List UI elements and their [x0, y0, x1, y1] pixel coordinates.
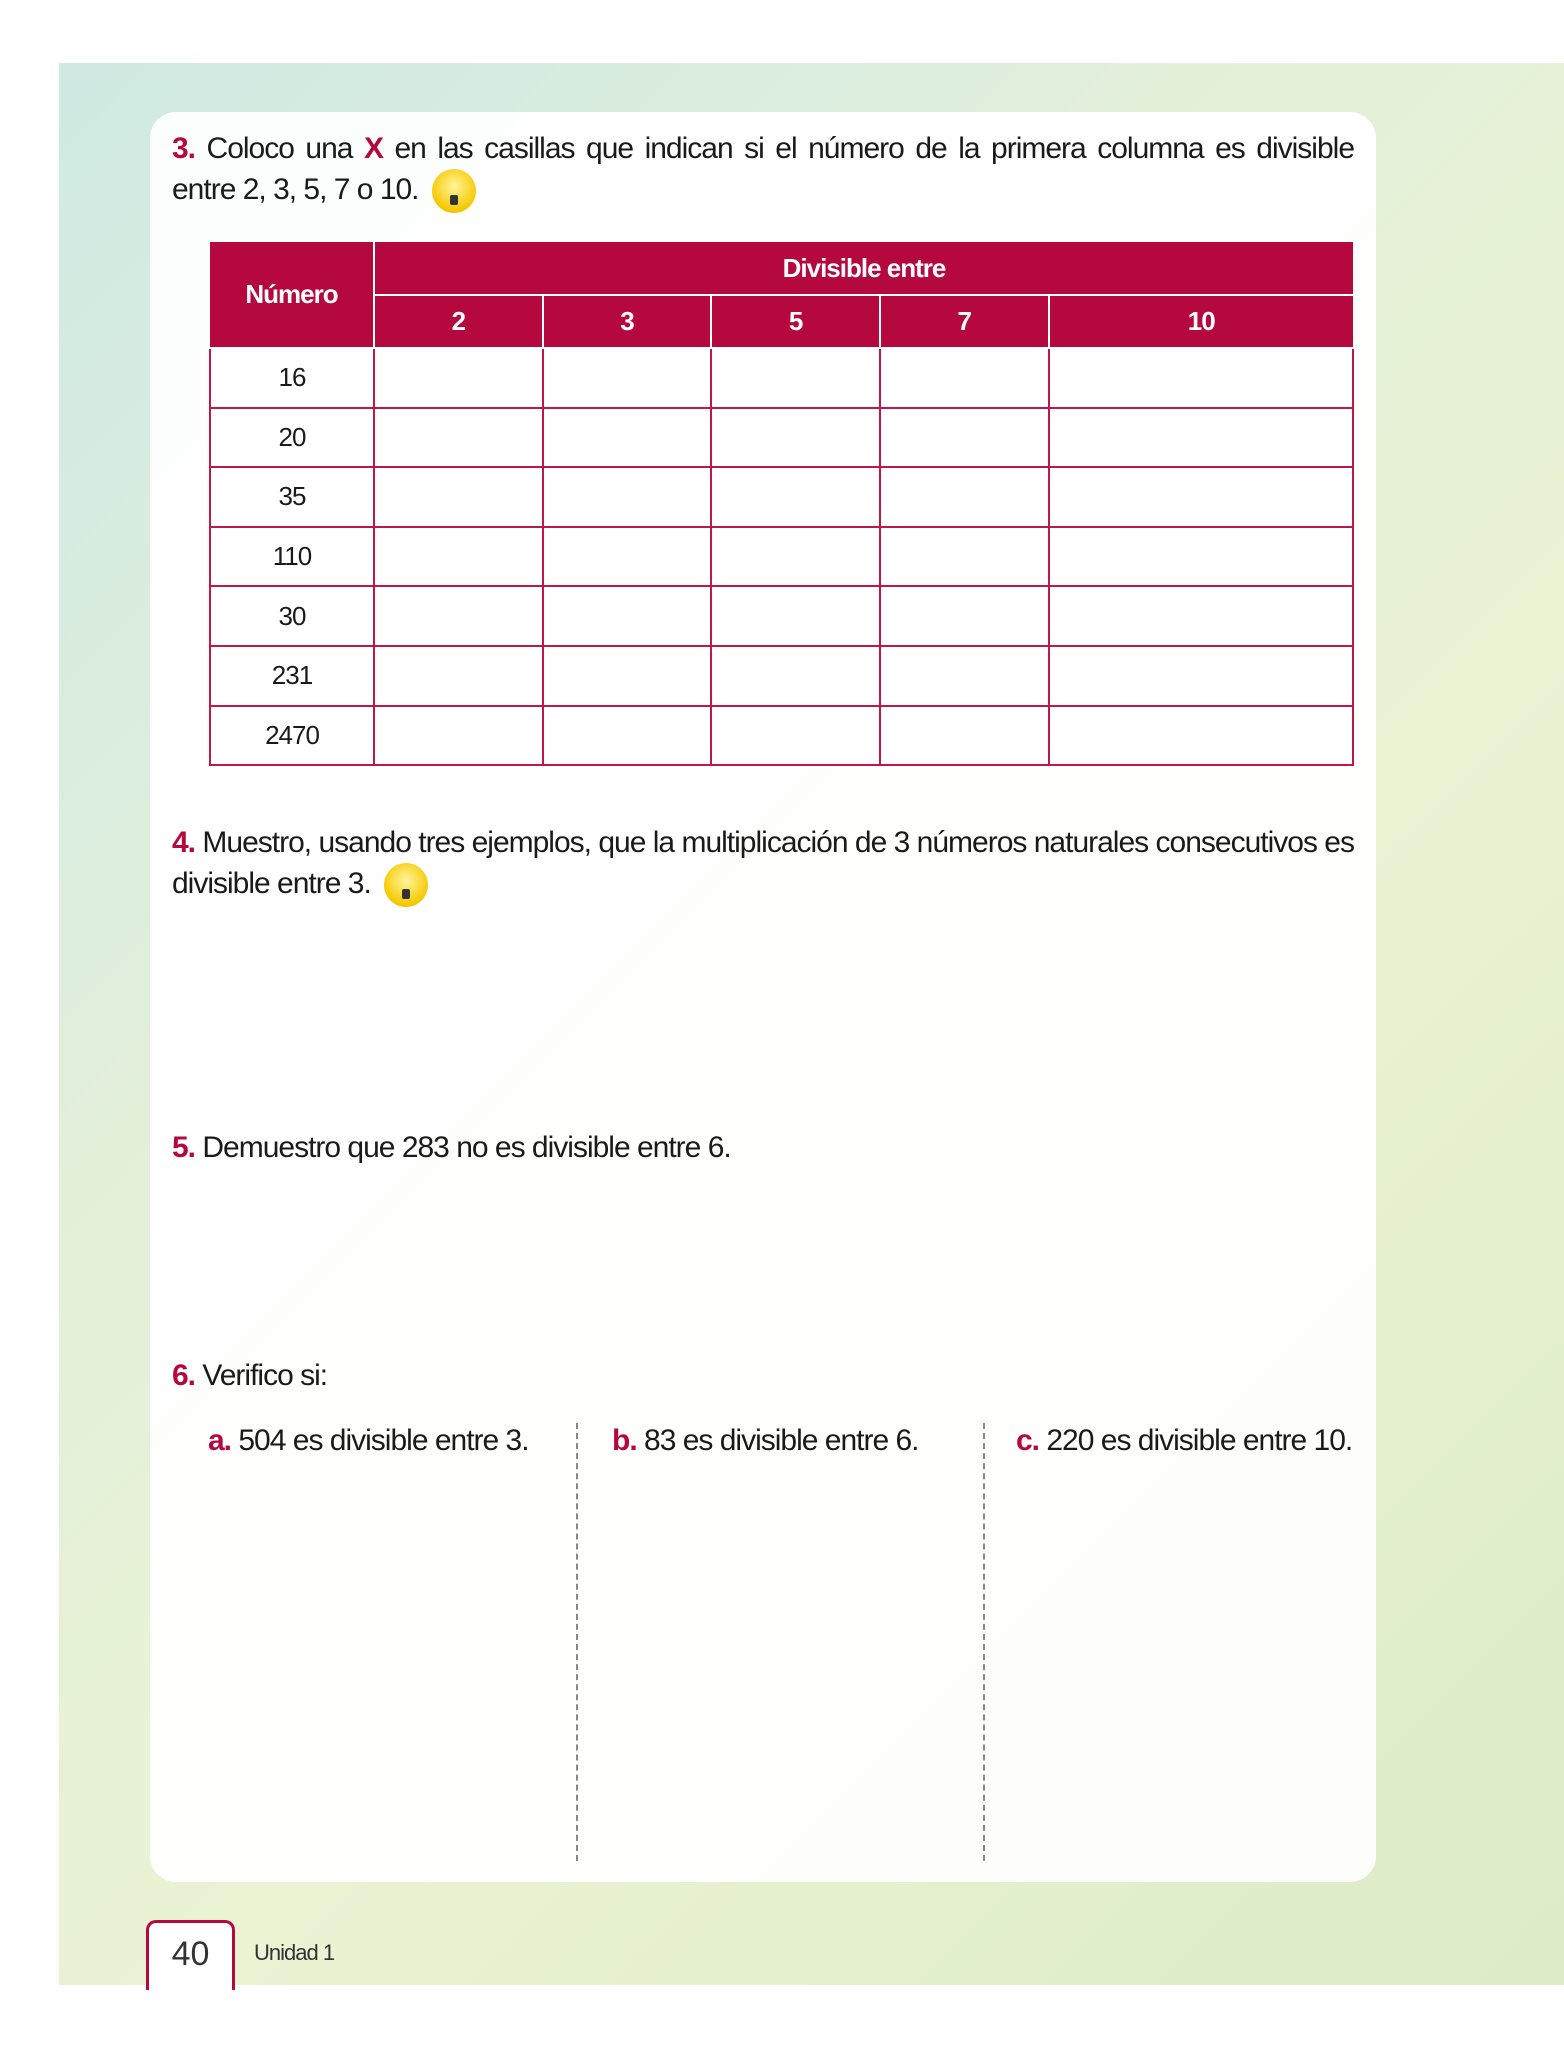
question-text: Coloco una	[206, 132, 364, 165]
answer-cell[interactable]	[880, 527, 1049, 587]
numero-header: Número	[210, 242, 374, 348]
answer-cell[interactable]	[374, 586, 543, 646]
question-5	[172, 1127, 731, 1168]
answer-cell[interactable]	[880, 646, 1049, 706]
answer-cell[interactable]	[1049, 646, 1354, 706]
answer-cell[interactable]	[374, 408, 543, 468]
answer-cell[interactable]	[880, 706, 1049, 766]
x-mark: X	[363, 132, 383, 165]
question-4	[172, 822, 1354, 907]
table-row	[210, 527, 1353, 587]
answer-cell[interactable]	[880, 586, 1049, 646]
question-number: 4.	[172, 826, 196, 859]
question-number: 6.	[172, 1359, 196, 1392]
table-row	[210, 706, 1353, 766]
subitem-text: 220 es divisible entre 10.	[1046, 1424, 1353, 1457]
answer-cell[interactable]	[1049, 408, 1354, 468]
divisor-header: 5	[711, 295, 880, 348]
number-cell: 231	[210, 646, 374, 706]
number-cell: 16	[210, 348, 374, 408]
answer-cell[interactable]	[711, 467, 880, 527]
answer-cell[interactable]	[711, 527, 880, 587]
answer-cell[interactable]	[1049, 348, 1354, 408]
question-text: Muestro, usando tres ejemplos, que la multiplicación de 3 números naturales consecutivos es divisible entre 3.	[172, 826, 1354, 900]
divisor-header: 2	[374, 295, 543, 348]
answer-cell[interactable]	[1049, 706, 1354, 766]
subitem-letter: b.	[612, 1424, 637, 1457]
page-number: 40	[146, 1920, 235, 1990]
answer-cell[interactable]	[374, 706, 543, 766]
number-cell: 30	[210, 586, 374, 646]
answer-cell[interactable]	[543, 646, 712, 706]
table-row	[210, 646, 1353, 706]
answer-cell[interactable]	[543, 586, 712, 646]
answer-cell[interactable]	[374, 467, 543, 527]
number-cell: 20	[210, 408, 374, 468]
answer-cell[interactable]	[711, 408, 880, 468]
answer-cell[interactable]	[711, 646, 880, 706]
answer-cell[interactable]	[543, 467, 712, 527]
answer-cell[interactable]	[880, 348, 1049, 408]
question-number: 5.	[172, 1131, 196, 1164]
answer-cell[interactable]	[374, 527, 543, 587]
subitem-text: 83 es divisible entre 6.	[644, 1424, 919, 1457]
answer-cell[interactable]	[543, 348, 712, 408]
answer-cell[interactable]	[543, 706, 712, 766]
number-cell: 2470	[210, 706, 374, 766]
answer-cell[interactable]	[1049, 586, 1354, 646]
question-text: Verifico si:	[202, 1359, 328, 1392]
divisor-header: 10	[1049, 295, 1354, 348]
answer-cell[interactable]	[711, 348, 880, 408]
number-cell: 110	[210, 527, 374, 587]
question-3	[172, 128, 1354, 213]
subitem-letter: a.	[208, 1424, 232, 1457]
answer-cell[interactable]	[711, 586, 880, 646]
answer-cell[interactable]	[543, 527, 712, 587]
unit-label: Unidad 1	[254, 1940, 335, 1965]
question-text: Demuestro que 283 no es divisible entre 6.	[202, 1131, 731, 1164]
subitem-letter: c.	[1016, 1424, 1040, 1457]
answer-cell[interactable]	[880, 408, 1049, 468]
answer-cell[interactable]	[374, 646, 543, 706]
question-6	[172, 1355, 327, 1396]
answer-cell[interactable]	[1049, 467, 1354, 527]
question-number: 3.	[172, 132, 196, 165]
answer-cell[interactable]	[880, 467, 1049, 527]
divisibility-table	[209, 242, 1354, 766]
divider	[983, 1423, 985, 1861]
number-cell: 35	[210, 467, 374, 527]
divider	[576, 1423, 578, 1861]
table-row	[210, 586, 1353, 646]
subitem-a	[208, 1420, 529, 1461]
answer-cell[interactable]	[711, 706, 880, 766]
table-row	[210, 467, 1353, 527]
question-text: en las casillas que indican si el número de la primera columna es divisible entre 2, 3, 5, 7 o 10.	[172, 132, 1354, 206]
subitem-b	[612, 1420, 919, 1461]
divisor-header: 7	[880, 295, 1049, 348]
subitem-text: 504 es divisible entre 3.	[238, 1424, 529, 1457]
answer-cell[interactable]	[374, 348, 543, 408]
subitem-c	[1016, 1420, 1352, 1461]
answer-cell[interactable]	[543, 408, 712, 468]
table-row	[210, 348, 1353, 408]
lightbulb-hint-icon[interactable]	[432, 169, 476, 213]
answer-cell[interactable]	[1049, 527, 1354, 587]
divisible-header: Divisible entre	[374, 242, 1353, 295]
table-row	[210, 408, 1353, 468]
divisor-header: 3	[543, 295, 712, 348]
lightbulb-hint-icon[interactable]	[384, 863, 428, 907]
